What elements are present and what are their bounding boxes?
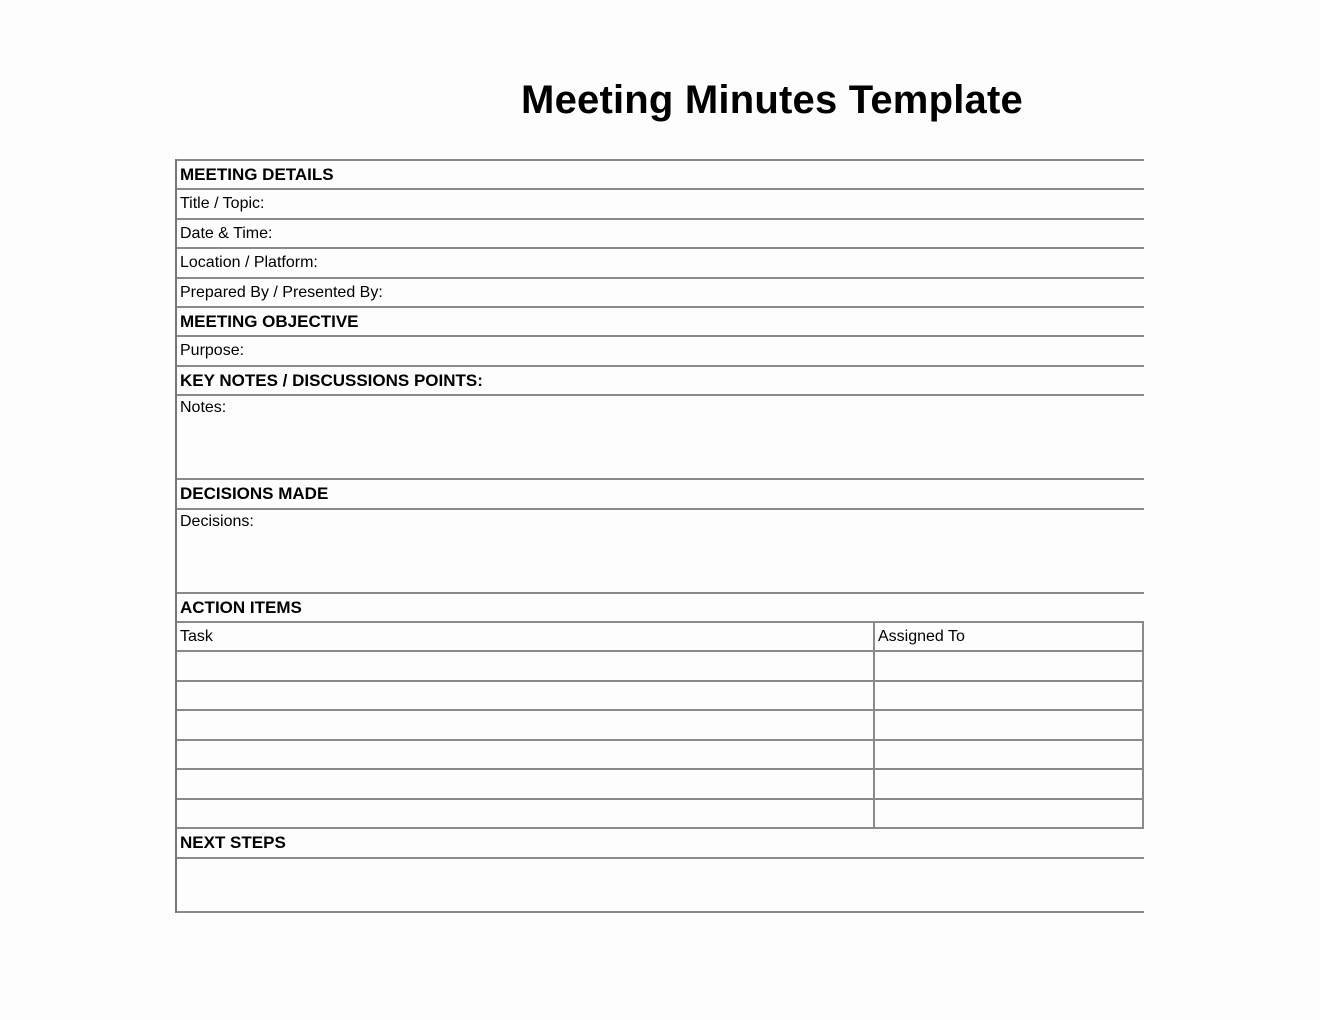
assigned-to-cell[interactable] <box>875 711 1144 739</box>
table-row <box>177 709 1144 739</box>
assigned-to-column-header: Assigned To <box>875 623 1144 651</box>
task-cell[interactable] <box>177 770 875 798</box>
title-topic-field[interactable]: Title / Topic: <box>177 188 1144 217</box>
assigned-to-cell[interactable] <box>875 741 1144 769</box>
page-title: Meeting Minutes Template <box>521 78 1023 122</box>
task-cell[interactable] <box>177 800 875 828</box>
table-row <box>177 768 1144 798</box>
table-row <box>177 680 1144 710</box>
purpose-field[interactable]: Purpose: <box>177 335 1144 364</box>
assigned-to-cell[interactable] <box>875 770 1144 798</box>
table-row <box>177 650 1144 680</box>
date-time-field[interactable]: Date & Time: <box>177 218 1144 247</box>
meeting-objective-heading: MEETING OBJECTIVE <box>177 306 1144 335</box>
decisions-field[interactable]: Decisions: <box>177 508 1144 592</box>
action-items-heading: ACTION ITEMS <box>177 592 1144 621</box>
notes-field[interactable]: Notes: <box>177 394 1144 478</box>
task-cell[interactable] <box>177 711 875 739</box>
task-cell[interactable] <box>177 682 875 710</box>
decisions-heading: DECISIONS MADE <box>177 478 1144 507</box>
table-row <box>177 739 1144 769</box>
action-items-header-row <box>177 621 1144 651</box>
task-cell[interactable] <box>177 652 875 680</box>
location-platform-field[interactable]: Location / Platform: <box>177 247 1144 276</box>
task-cell[interactable] <box>177 741 875 769</box>
prepared-by-field[interactable]: Prepared By / Presented By: <box>177 277 1144 306</box>
key-notes-heading: KEY NOTES / DISCUSSIONS POINTS: <box>177 365 1144 394</box>
assigned-to-cell[interactable] <box>875 682 1144 710</box>
task-column-header: Task <box>177 623 875 651</box>
assigned-to-cell[interactable] <box>875 800 1144 828</box>
next-steps-field[interactable] <box>177 857 1144 913</box>
minutes-form <box>175 159 1144 913</box>
next-steps-heading: NEXT STEPS <box>177 827 1144 856</box>
meeting-details-heading: MEETING DETAILS <box>177 159 1144 188</box>
table-row <box>177 798 1144 828</box>
assigned-to-cell[interactable] <box>875 652 1144 680</box>
